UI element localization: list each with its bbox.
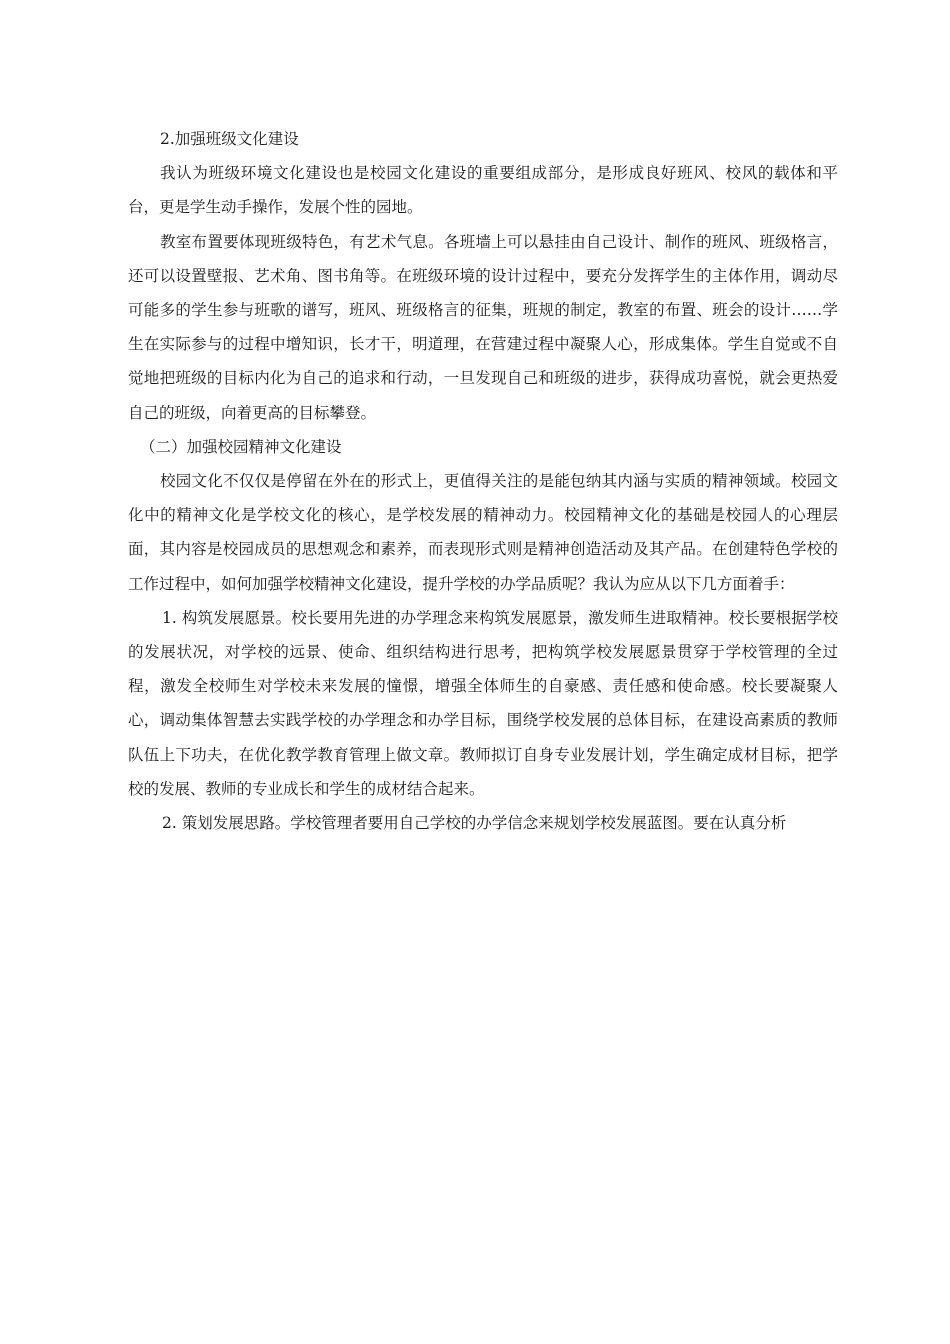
- list-item-vision: 1. 构筑发展愿景。校长要用先进的办学理念来构筑发展愿景，激发师生进取精神。校长要根据学校的发展状况，对学校的远景、使命、组织结构进行思考，把构筑学校发展愿景贯穿于学校管理的全过程，激发全校师生对学校未来发展的憧憬，增强全体师生的自豪感、责任感和使命感。校长要凝聚人心，调动集体智慧去实践学校的办学理念和办学目标，围绕学校发展的总体目标，在建设高素质的教师队伍上下功夫，在优化教学教育管理上做文章。教师拟订自身专业发展计划，学生确定成材目标，把学校的发展、教师的专业成长和学生的成材结合起来。: [128, 608, 838, 798]
- paragraph-spirit-culture: 校园文化不仅仅是停留在外在的形式上，更值得关注的是能包纳其内涵与实质的精神领域。校园文化中的精神文化是学校文化的核心，是学校发展的精神动力。校园精神文化的基础是校园人的心理层面，其内容是校园成员的思想观念和素养，而表现形式则是精神创造活动及其产品。在创建特色学校的工作过程中，如何加强学校精神文化建设，提升学校的办学品质呢？我认为应从以下几方面着手：: [128, 472, 838, 593]
- paragraph-classroom-layout: 教室布置要体现班级特色，有艺术气息。各班墙上可以悬挂由自己设计、制作的班风、班级格言，还可以设置壁报、艺术角、图书角等。在班级环境的设计过程中，要充分发挥学生的主体作用，调动尽可能多的学生参与班歌的谱写，班风、班级格言的征集，班规的制定，教室的布置、班会的设计……学生在实际参与的过程中增知识，长才干，明道理，在营建过程中凝聚人心，形成集体。学生自觉或不自觉地把班级的目标内化为自己的追求和行动，一旦发现自己和班级的进步，获得成功喜悦，就会更热爱自己的班级，向着更高的目标攀登。: [128, 232, 838, 422]
- subheading-class-culture: 2.加强班级文化建设: [160, 130, 299, 148]
- document-body: [128, 122, 838, 840]
- list-item-planning: 2. 策划发展思路。学校管理者要用自己学校的办学信念来规划学校发展蓝图。要在认真分析: [162, 814, 787, 833]
- paragraph-class-environment: 我认为班级环境文化建设也是校园文化建设的重要组成部分，是形成良好班风、校风的载体和平台，更是学生动手操作，发展个性的园地。: [128, 164, 838, 217]
- section-heading-spirit-culture: （二）加强校园精神文化建设: [140, 437, 342, 456]
